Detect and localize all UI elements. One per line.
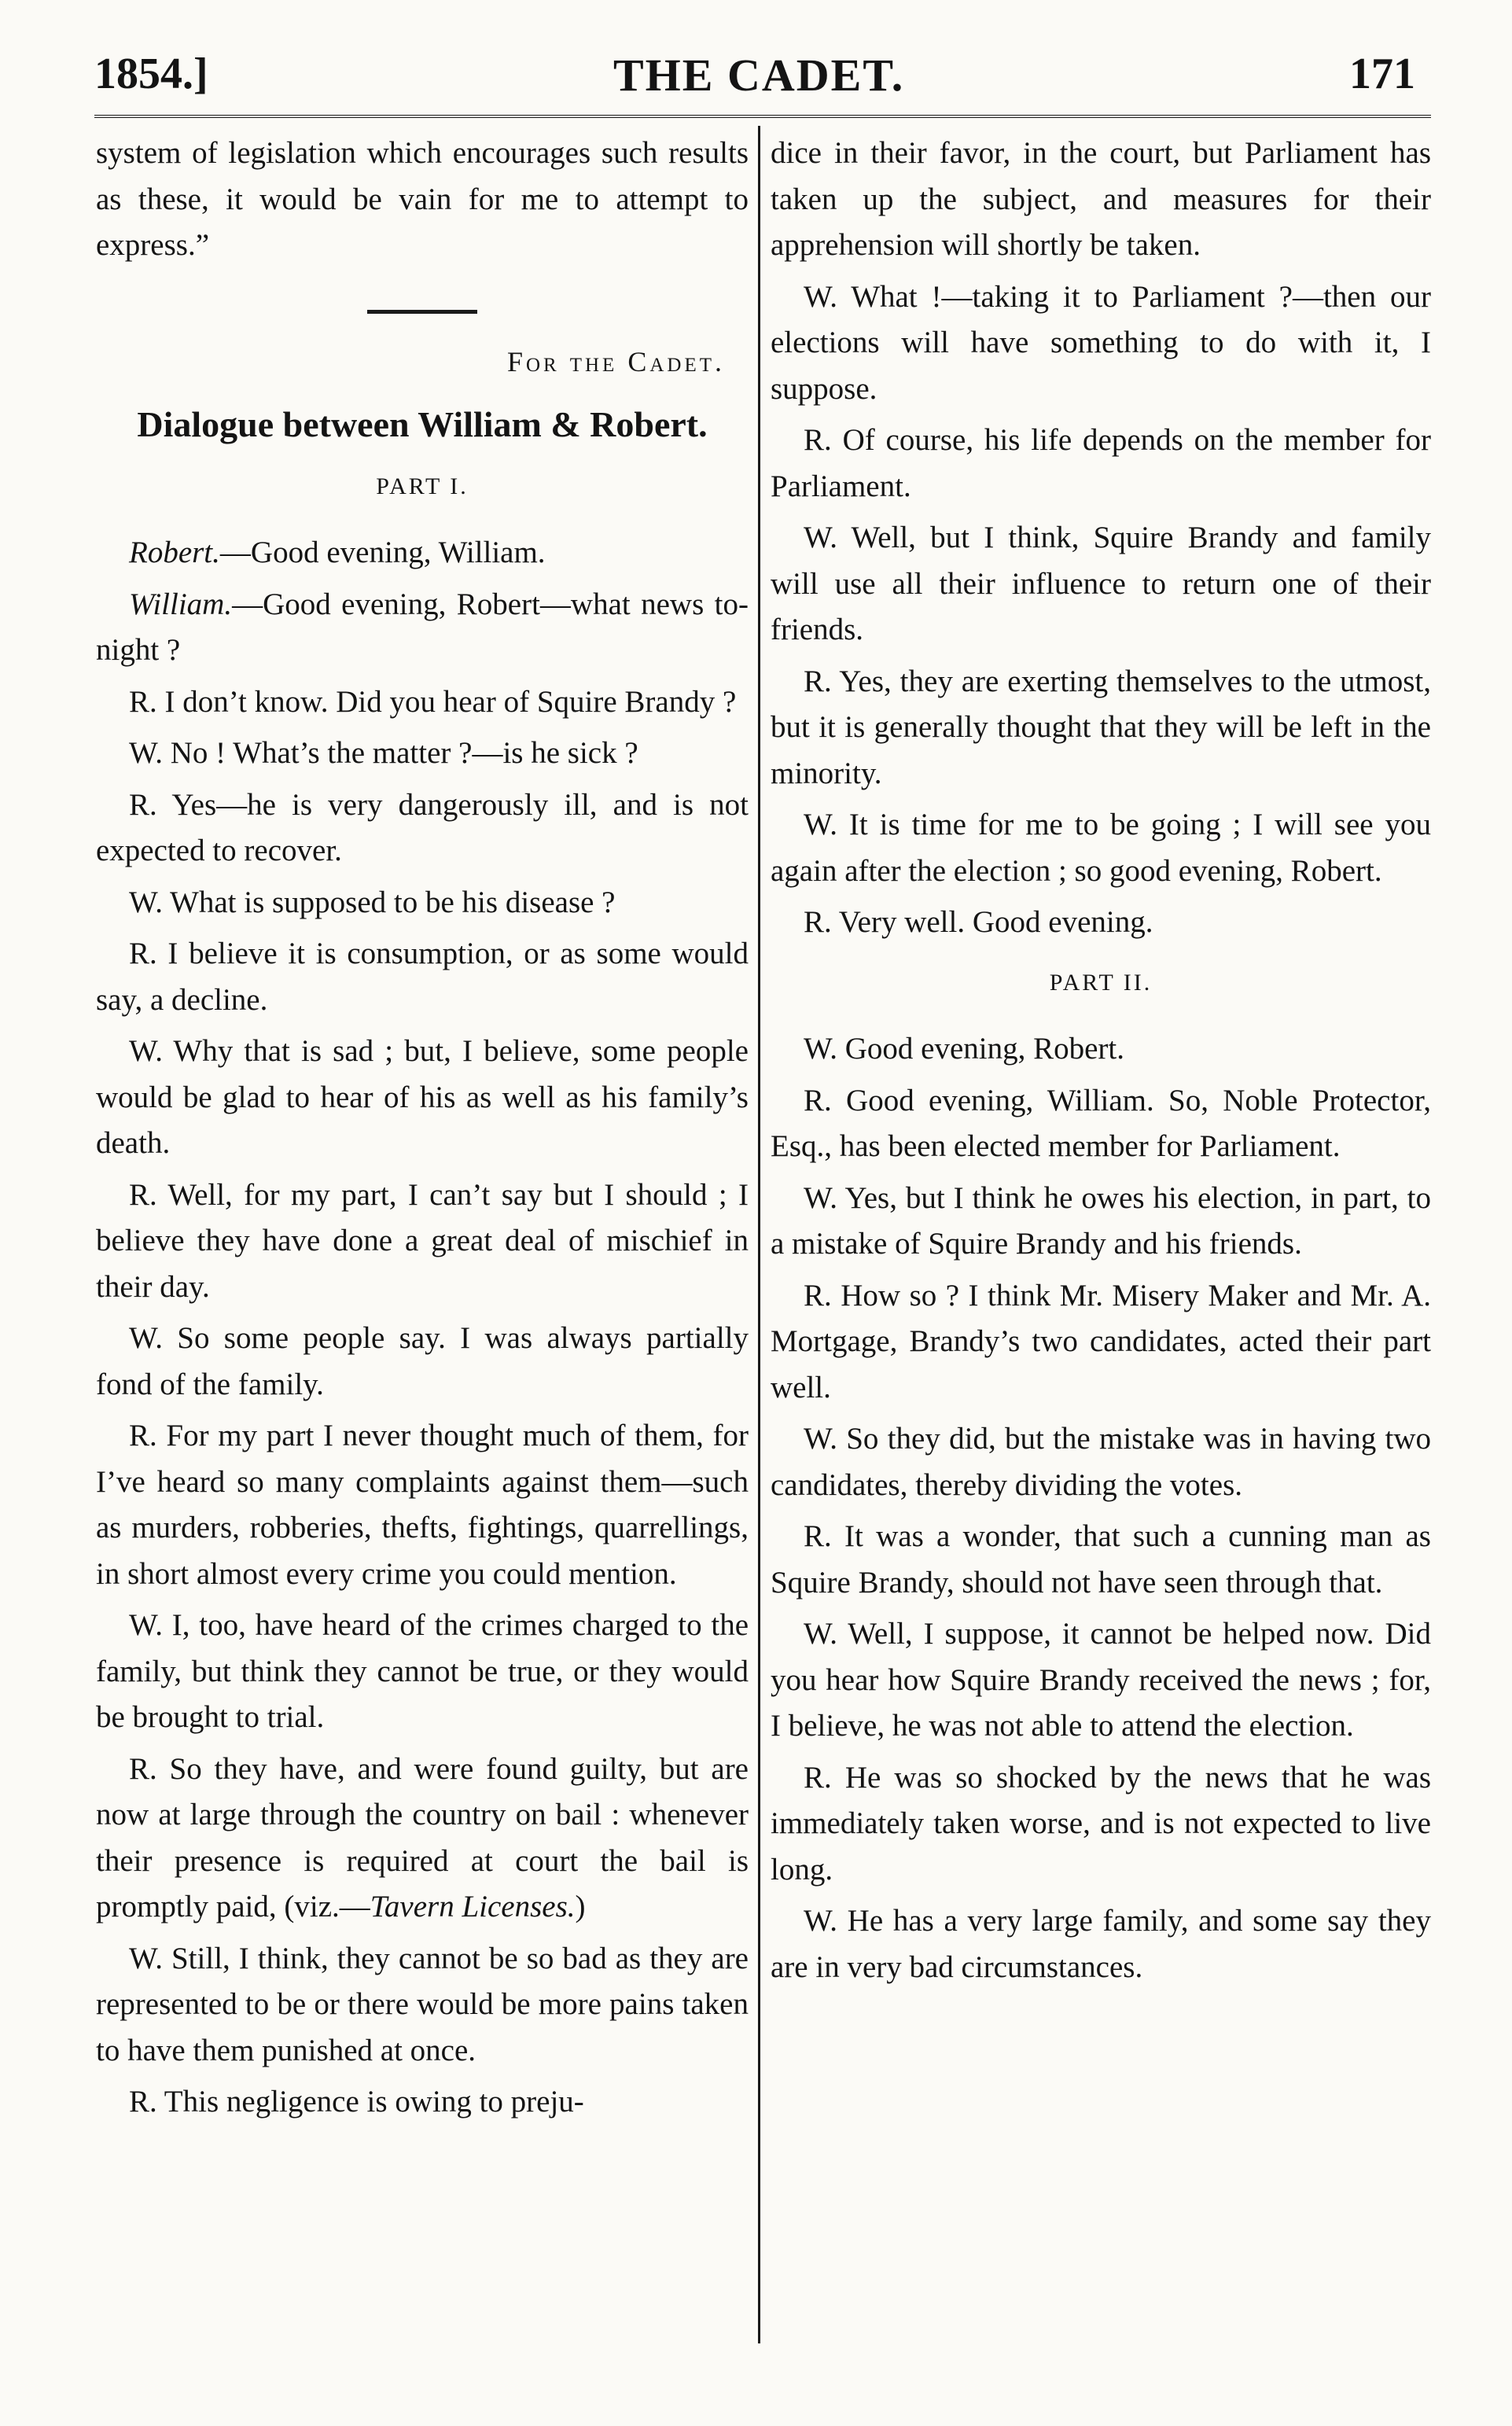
dialogue-line: R. I don’t know. Did you hear of Squire Brandy ? <box>129 684 737 719</box>
dialogue-line: W. Well, but I think, Squire Brandy and family will use all their influence to return one of their friends. <box>771 521 1431 646</box>
dialogue-line: W. No ! What’s the matter ?—is he sick ? <box>129 736 638 770</box>
speaker-name: Robert. <box>129 536 220 569</box>
dialogue-line: W. He has a very large family, and some say they are in very bad circumstances. <box>771 1904 1431 1984</box>
dialogue-line: W. So they did, but the mistake was in having two candidates, thereby dividing the votes. <box>771 1422 1431 1502</box>
dialogue-line: W. Yes, but I think he owes his election, in part, to a mistake of Squire Brandy and his friends. <box>771 1180 1431 1261</box>
dialogue-line: R. For my part I never thought much of them, for I’ve heard so many complaints against them—such as murders, robberies, thefts, fightings, quarrellings, in short almost every crime you could mention. <box>96 1419 749 1591</box>
dialogue-line: W. Good evening, Robert. <box>804 1032 1124 1066</box>
dialogue-line: W. I, too, have heard of the crimes charged to the family, but think they cannot be true, or they would be brought to trial. <box>96 1608 749 1734</box>
column-divider <box>758 126 760 2343</box>
byline: For the Cadet. <box>506 345 725 377</box>
dialogue-line <box>96 1747 749 1931</box>
dialogue-line: R. I believe it is consumption, or as some would say, a decline. <box>96 937 749 1017</box>
dialogue-line: W. It is time for me to be going ; I will see you again after the election ; so good evening, Robert. <box>771 808 1431 888</box>
header-title: THE CADET. <box>613 50 905 101</box>
dialogue-line: R. Of course, his life depends on the member for Parliament. <box>771 423 1431 503</box>
continued-paragraph: dice in their favor, in the court, but Parliament has taken up the subject, and measures for their apprehension will shortly be taken. <box>771 136 1431 262</box>
line-text: —Good evening, William. <box>219 536 546 569</box>
dialogue-line: R. Well, for my part, I can’t say but I should ; I believe they have done a great deal of mischief in their day. <box>96 1177 749 1304</box>
part-heading: PART II. <box>1049 969 1153 996</box>
dialogue-line <box>96 530 749 576</box>
speaker-name: William. <box>129 587 233 621</box>
right-column <box>771 131 1431 1996</box>
part-heading: PART I. <box>376 473 469 499</box>
running-header <box>94 49 1431 120</box>
dialogue-line: R. Very well. Good evening. <box>804 905 1153 939</box>
line-text: —Good evening, Robert—what news to-night ? <box>96 587 749 667</box>
dialogue-line: R. Good evening, William. So, Noble Protector, Esq., has been elected member for Parliament. <box>771 1083 1431 1163</box>
dialogue-line: W. What !—taking it to Parliament ?—then our elections will have something to do with it, I suppose. <box>771 279 1431 406</box>
dialogue-line: R. This negligence is owing to preju- <box>129 2085 584 2119</box>
line-text-end: ) <box>575 1890 586 1923</box>
dialogue-line: W. Well, I suppose, it cannot be helped now. Did you hear how Squire Brandy received the news ; for, I believe, he was not able to attend the election. <box>771 1617 1431 1743</box>
section-divider <box>367 310 477 314</box>
italic-phrase: Tavern Licenses. <box>370 1890 576 1923</box>
dialogue-line: W. What is supposed to be his disease ? <box>129 885 616 919</box>
dialogue-line: R. How so ? I think Mr. Misery Maker and Mr. A. Mortgage, Brandy’s two candidates, acted their part well. <box>771 1278 1431 1404</box>
left-column <box>96 131 749 2131</box>
article-title: Dialogue between William & Robert. <box>137 404 708 444</box>
dialogue-line: W. Still, I think, they cannot be so bad as they are represented to be or there would be more pains taken to have them punished at once. <box>96 1941 749 2067</box>
header-rule <box>94 115 1431 118</box>
dialogue-line: W. So some people say. I was always partially fond of the family. <box>96 1321 749 1401</box>
dialogue-line: R. It was a wonder, that such a cunning man as Squire Brandy, should not have seen through that. <box>771 1519 1431 1600</box>
line-text: R. So they have, and were found guilty, but are now at large through the country on bail : whenever their presence is required at court the bail is promptly paid, (viz.— <box>96 1751 749 1923</box>
dialogue-line: R. Yes, they are exerting themselves to the utmost, but it is generally thought that they will be left in the minority. <box>771 664 1431 790</box>
header-year: 1854.] <box>94 50 208 98</box>
dialogue-line: R. He was so shocked by the news that he was immediately taken worse, and is not expected to live long. <box>771 1760 1431 1887</box>
continued-paragraph: system of legislation which encourages such results as these, it would be vain for me to attempt to express.” <box>96 136 749 262</box>
dialogue-line <box>96 582 749 674</box>
dialogue-line: W. Why that is sad ; but, I believe, some people would be glad to hear of his as well as his family’s death. <box>96 1034 749 1160</box>
page-number: 171 <box>1349 50 1415 98</box>
dialogue-line: R. Yes—he is very dangerously ill, and is not expected to recover. <box>96 787 749 867</box>
